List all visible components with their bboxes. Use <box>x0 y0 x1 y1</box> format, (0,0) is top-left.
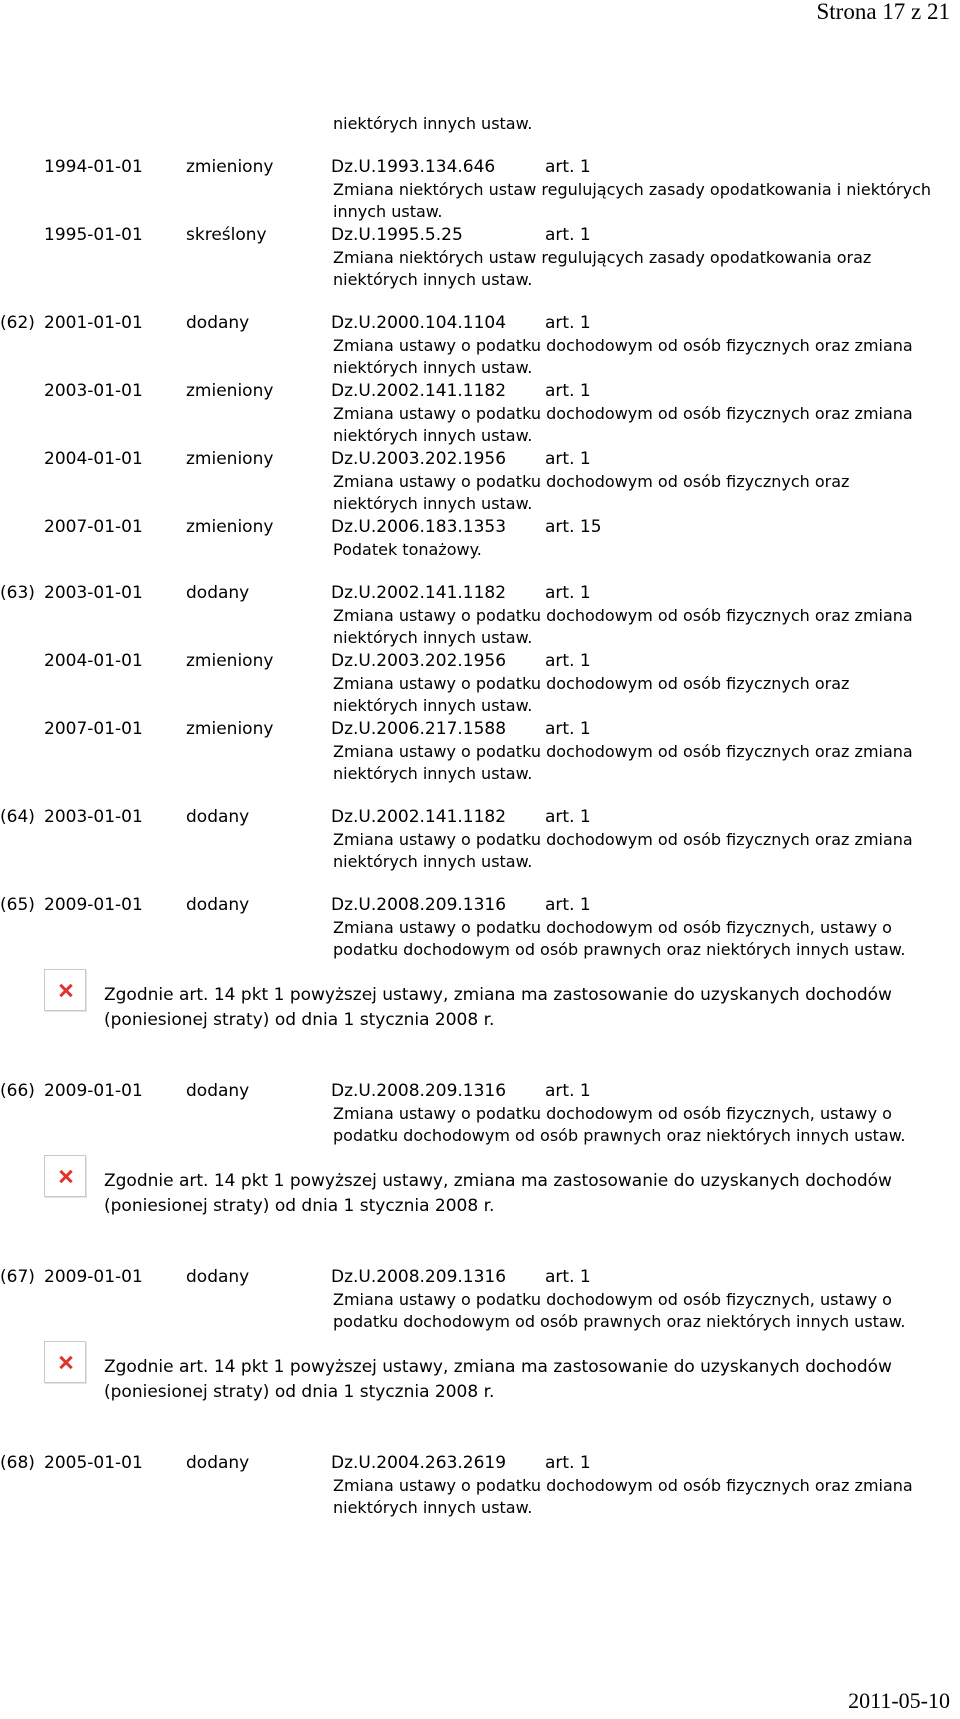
amendment-description: Zmiana ustawy o podatku dochodowym od osób fizycznych oraz zmiana niektórych innych ustaw. <box>333 336 913 377</box>
entry-status: skreślony <box>186 225 267 245</box>
history-entry <box>0 581 960 649</box>
entry-date: 2007-01-01 <box>44 517 143 537</box>
amendment-description: Zmiana ustawy o podatku dochodowym od osób fizycznych oraz zmiana niektórych innych ustaw. <box>333 830 913 871</box>
entry-line <box>0 1451 960 1475</box>
entry-status: dodany <box>186 1453 250 1473</box>
article-reference: art. 1 <box>545 895 591 915</box>
note-text: Zgodnie art. 14 pkt 1 powyższej ustawy, zmiana ma zastosowanie do uzyskanych dochodów (poniesionej straty) od dnia 1 stycznia 2008 r. <box>104 1357 892 1402</box>
entry-status: zmieniony <box>186 449 274 469</box>
article-reference: art. 1 <box>545 381 591 401</box>
article-reference: art. 1 <box>545 1453 591 1473</box>
amendment-description: Zmiana ustawy o podatku dochodowym od osób fizycznych oraz zmiana niektórych innych ustaw. <box>333 742 913 783</box>
entry-status: dodany <box>186 1081 250 1101</box>
entry-date: 2007-01-01 <box>44 719 143 739</box>
footnote-marker: (65) <box>0 895 35 915</box>
note-text: Zgodnie art. 14 pkt 1 powyższej ustawy, zmiana ma zastosowanie do uzyskanych dochodów (poniesionej straty) od dnia 1 stycznia 2008 r. <box>104 985 892 1030</box>
footnote-marker: (66) <box>0 1081 35 1101</box>
journal-reference: Dz.U.2002.141.1182 <box>331 583 507 603</box>
entry-line <box>0 311 960 335</box>
history-entry <box>0 447 960 515</box>
history-entry <box>0 155 960 223</box>
history-entry <box>0 1079 960 1147</box>
intro-text: niektórych innych ustaw. <box>333 114 533 133</box>
amendment-description: Zmiana ustawy o podatku dochodowym od osób fizycznych, ustawy o podatku dochodowym od osób prawnych oraz niektórych innych ustaw. <box>333 918 906 959</box>
history-entry <box>0 379 960 447</box>
history-blocks <box>0 155 960 1519</box>
entry-date: 2009-01-01 <box>44 895 143 915</box>
entry-date: 2005-01-01 <box>44 1453 143 1473</box>
amendment-description: Zmiana niektórych ustaw regulujących zasady opodatkowania i niektórych innych ustaw. <box>333 180 932 221</box>
entry-status: dodany <box>186 313 250 333</box>
broken-image-icon <box>44 1341 86 1383</box>
entry-date: 1995-01-01 <box>44 225 143 245</box>
transition-note <box>0 1333 960 1403</box>
journal-reference: Dz.U.2002.141.1182 <box>331 381 507 401</box>
entry-line <box>0 223 960 247</box>
journal-reference: Dz.U.2003.202.1956 <box>331 449 507 469</box>
amendment-description: Podatek tonażowy. <box>333 540 482 559</box>
footnote-marker: (63) <box>0 583 35 603</box>
journal-reference: Dz.U.2006.183.1353 <box>331 517 507 537</box>
history-entry <box>0 717 960 785</box>
entry-line <box>0 1265 960 1289</box>
entry-date: 2003-01-01 <box>44 381 143 401</box>
history-block <box>0 805 960 873</box>
entry-status: dodany <box>186 1267 250 1287</box>
article-reference: art. 1 <box>545 1081 591 1101</box>
entry-date: 2009-01-01 <box>44 1267 143 1287</box>
entry-line <box>0 581 960 605</box>
history-entry <box>0 805 960 873</box>
history-entry <box>0 515 960 561</box>
page-date-footer: 2011-05-10 <box>848 1688 950 1713</box>
entry-line <box>0 1079 960 1103</box>
journal-reference: Dz.U.2006.217.1588 <box>331 719 507 739</box>
entry-status: zmieniony <box>186 651 274 671</box>
article-reference: art. 1 <box>545 719 591 739</box>
history-block <box>0 1079 960 1245</box>
journal-reference: Dz.U.2008.209.1316 <box>331 1267 507 1287</box>
journal-reference: Dz.U.2000.104.1104 <box>331 313 507 333</box>
journal-reference: Dz.U.2003.202.1956 <box>331 651 507 671</box>
article-reference: art. 1 <box>545 157 591 177</box>
footnote-marker: (64) <box>0 807 35 827</box>
footnote-marker: (62) <box>0 313 35 333</box>
history-block <box>0 1451 960 1519</box>
entry-date: 2001-01-01 <box>44 313 143 333</box>
entry-status: dodany <box>186 583 250 603</box>
amendment-description: Zmiana ustawy o podatku dochodowym od osób fizycznych, ustawy o podatku dochodowym od osób prawnych oraz niektórych innych ustaw. <box>333 1104 906 1145</box>
entry-line <box>0 515 960 539</box>
footnote-marker: (68) <box>0 1453 35 1473</box>
footnote-marker: (67) <box>0 1267 35 1287</box>
entry-status: zmieniony <box>186 157 274 177</box>
entry-date: 1994-01-01 <box>44 157 143 177</box>
amendment-description: Zmiana ustawy o podatku dochodowym od osób fizycznych oraz zmiana niektórych innych ustaw. <box>333 1476 913 1517</box>
journal-reference: Dz.U.2008.209.1316 <box>331 1081 507 1101</box>
journal-reference: Dz.U.2002.141.1182 <box>331 807 507 827</box>
amendment-description: Zmiana ustawy o podatku dochodowym od osób fizycznych oraz zmiana niektórych innych ustaw. <box>333 404 913 445</box>
history-block <box>0 893 960 1059</box>
entry-status: dodany <box>186 895 250 915</box>
journal-reference: Dz.U.2004.263.2619 <box>331 1453 507 1473</box>
amendment-description: Zmiana ustawy o podatku dochodowym od osób fizycznych oraz zmiana niektórych innych ustaw. <box>333 606 913 647</box>
article-reference: art. 1 <box>545 313 591 333</box>
page-number-header: Strona 17 z 21 <box>816 0 950 24</box>
entry-date: 2003-01-01 <box>44 583 143 603</box>
entry-date: 2009-01-01 <box>44 1081 143 1101</box>
article-reference: art. 1 <box>545 449 591 469</box>
article-reference: art. 1 <box>545 225 591 245</box>
journal-reference: Dz.U.2008.209.1316 <box>331 895 507 915</box>
history-entry <box>0 1265 960 1333</box>
history-entry <box>0 311 960 379</box>
journal-reference: Dz.U.1993.134.646 <box>331 157 496 177</box>
amendment-description: Zmiana ustawy o podatku dochodowym od osób fizycznych oraz niektórych innych ustaw. <box>333 472 850 513</box>
history-entry <box>0 1451 960 1519</box>
history-block <box>0 155 960 291</box>
broken-image-icon <box>44 1155 86 1197</box>
broken-image-icon <box>44 969 86 1011</box>
entry-line <box>0 447 960 471</box>
entry-status: dodany <box>186 807 250 827</box>
amendment-description: Zmiana ustawy o podatku dochodowym od osób fizycznych, ustawy o podatku dochodowym od osób prawnych oraz niektórych innych ustaw. <box>333 1290 906 1331</box>
article-reference: art. 1 <box>545 1267 591 1287</box>
entry-status: zmieniony <box>186 517 274 537</box>
amendment-description: Zmiana ustawy o podatku dochodowym od osób fizycznych oraz niektórych innych ustaw. <box>333 674 850 715</box>
article-reference: art. 15 <box>545 517 602 537</box>
history-entry <box>0 223 960 291</box>
journal-reference: Dz.U.1995.5.25 <box>331 225 463 245</box>
entry-date: 2004-01-01 <box>44 651 143 671</box>
entry-date: 2003-01-01 <box>44 807 143 827</box>
entry-date: 2004-01-01 <box>44 449 143 469</box>
entry-line <box>0 717 960 741</box>
entry-line <box>0 649 960 673</box>
history-entry <box>0 893 960 961</box>
article-reference: art. 1 <box>545 583 591 603</box>
transition-note <box>0 961 960 1031</box>
entry-line <box>0 155 960 179</box>
note-text: Zgodnie art. 14 pkt 1 powyższej ustawy, zmiana ma zastosowanie do uzyskanych dochodów (poniesionej straty) od dnia 1 stycznia 2008 r. <box>104 1171 892 1216</box>
entry-status: zmieniony <box>186 381 274 401</box>
entry-line <box>0 379 960 403</box>
entry-line <box>0 893 960 917</box>
history-block <box>0 581 960 785</box>
entry-line <box>0 805 960 829</box>
amendment-history <box>0 113 960 1519</box>
article-reference: art. 1 <box>545 651 591 671</box>
history-block <box>0 311 960 561</box>
history-block <box>0 1265 960 1431</box>
history-entry <box>0 649 960 717</box>
article-reference: art. 1 <box>545 807 591 827</box>
entry-status: zmieniony <box>186 719 274 739</box>
transition-note <box>0 1147 960 1217</box>
amendment-description: Zmiana niektórych ustaw regulujących zasady opodatkowania oraz niektórych innych ustaw. <box>333 248 872 289</box>
